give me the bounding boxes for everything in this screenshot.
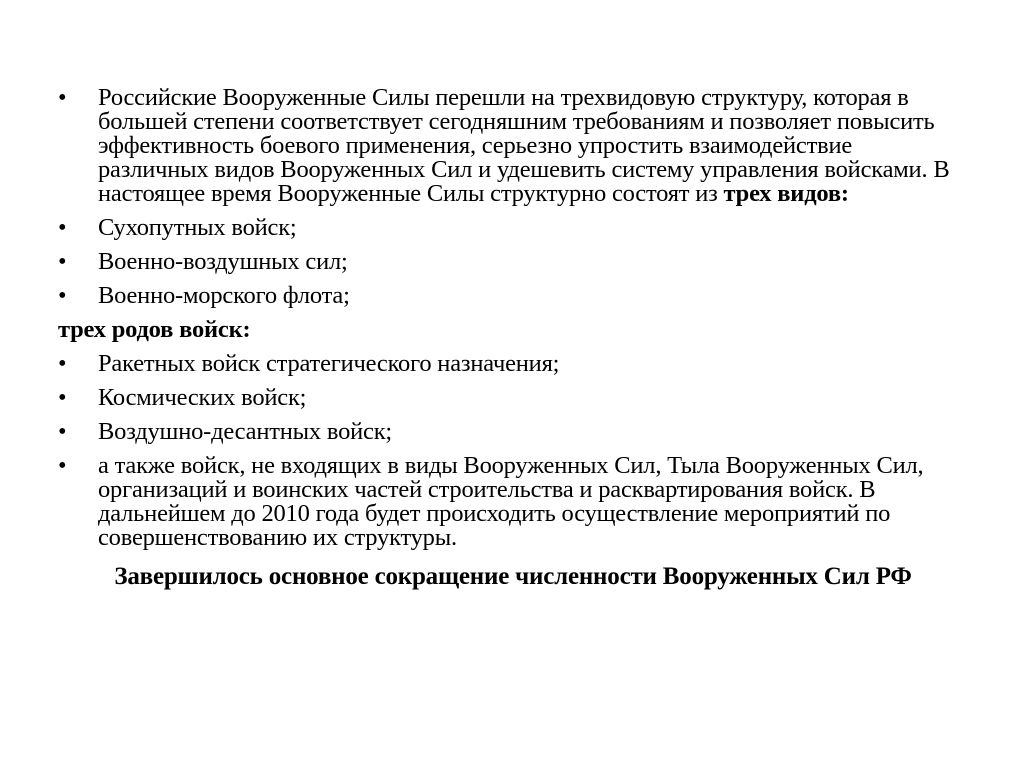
service-item: Сухопутных войск; xyxy=(98,214,297,241)
bullet-service-ground xyxy=(58,216,968,240)
bullet-service-air xyxy=(58,250,968,274)
intro-bold: трех видов: xyxy=(723,180,849,207)
bullet-dot: • xyxy=(58,84,67,111)
bullet-dot: • xyxy=(58,384,67,411)
bullet-dot: • xyxy=(58,350,67,377)
bullet-dot: • xyxy=(58,452,67,479)
bullet-branch-rocket xyxy=(58,352,968,376)
bullet-intro xyxy=(58,86,968,206)
bullet-final xyxy=(58,454,968,550)
conclusion-text: Завершилось основное сокращение численности Вооруженных Сил РФ xyxy=(114,563,912,590)
bullet-dot: • xyxy=(58,282,67,309)
bullet-service-navy xyxy=(58,284,968,308)
branch-item: Космических войск; xyxy=(98,384,307,411)
bullet-dot: • xyxy=(58,418,67,445)
bullet-dot: • xyxy=(58,214,67,241)
slide-content xyxy=(58,86,968,590)
branches-heading: трех родов войск: xyxy=(58,316,251,343)
bullet-branch-airborne xyxy=(58,420,968,444)
bullet-dot: • xyxy=(58,248,67,275)
service-item: Военно-воздушных сил; xyxy=(98,248,348,275)
branch-item: Ракетных войск стратегического назначения; xyxy=(98,350,560,377)
service-item: Военно-морского флота; xyxy=(98,282,350,309)
bullet-branch-space xyxy=(58,386,968,410)
final-text: а также войск, не входящих в виды Вооруженных Сил, Тыла Вооруженных Сил, организаций и воинских частей строительства и расквартирования войск. В дальнейшем до 2010 года будет происходить осуществление мероприятий по совершенствованию их структуры. xyxy=(98,452,924,551)
intro-text: Российские Вооруженные Силы перешли на трехвидовую структуру, которая в большей степени соответствует сегодняшним требованиям и позволяет повысить эффективность боевого применения, серьезно упростить взаимодействие различных видов Вооруженных Сил и удешевить систему управления войсками. В настоящее время Вооруженные Силы структурно состоят из xyxy=(98,84,950,207)
branch-item: Воздушно-десантных войск; xyxy=(98,418,393,445)
